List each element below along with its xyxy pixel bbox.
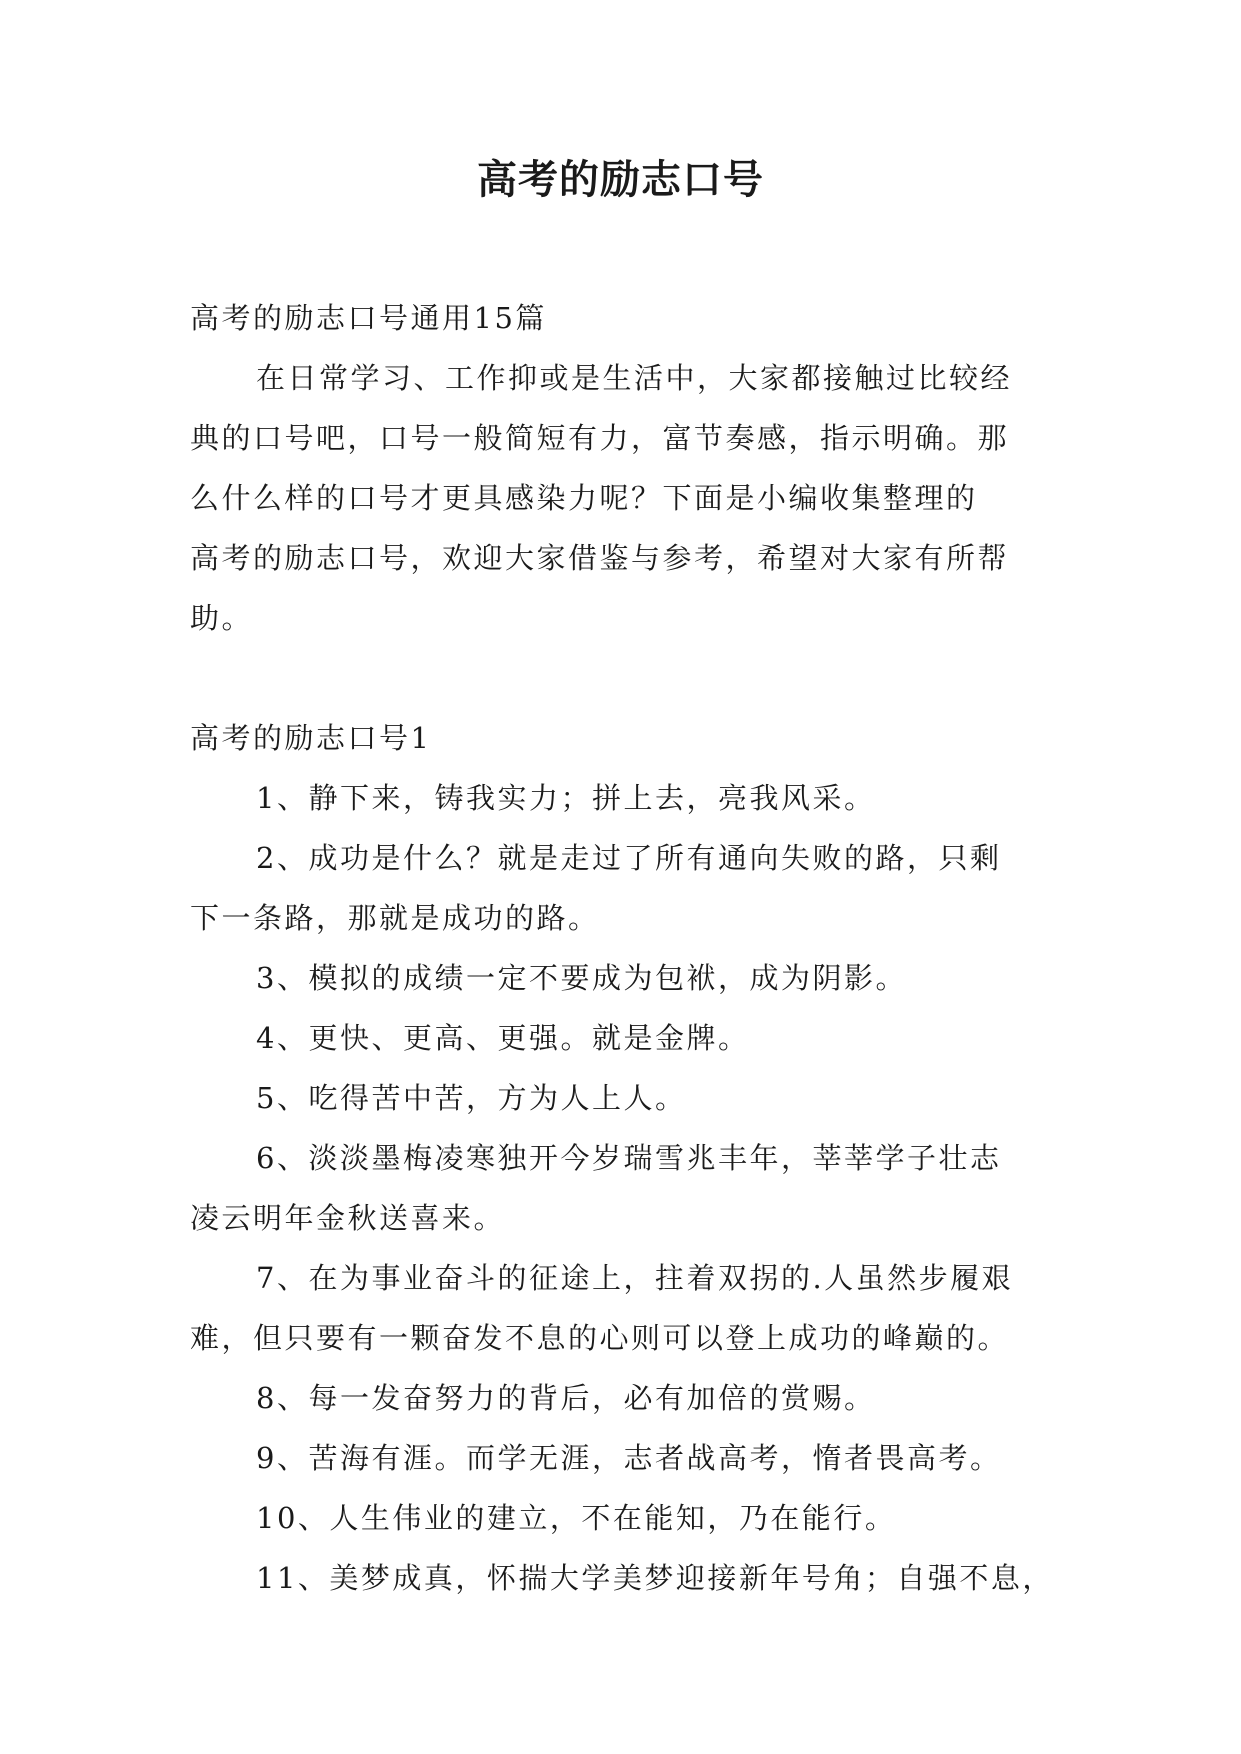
slogan-line: 4、更快、更高、更强。就是金牌。 [256, 1021, 750, 1055]
slogan-item [190, 1068, 1055, 1128]
document-subtitle: 高考的励志口号通用15篇 [190, 301, 547, 335]
slogan-item [190, 1128, 1055, 1248]
slogan-item [190, 1368, 1055, 1428]
slogan-line: 凌云明年金秋送喜来。 [190, 1201, 506, 1235]
slogan-line: 10、人生伟业的建立，不在能知，乃在能行。 [256, 1501, 897, 1535]
intro-line: 高考的励志口号，欢迎大家借鉴与参考，希望对大家有所帮 [190, 541, 1010, 575]
slogan-line: 6、淡淡墨梅凌寒独开今岁瑞雪兆丰年，莘莘学子壮志 [256, 1141, 1002, 1175]
slogan-line: 11、美梦成真，怀揣大学美梦迎接新年号角；自强不息， [256, 1561, 1054, 1595]
section-heading: 高考的励志口号1 [190, 721, 432, 755]
document-body [190, 288, 1055, 1608]
slogan-item [190, 1548, 1055, 1608]
slogan-line: 1、静下来，铸我实力；拼上去，亮我风采。 [256, 781, 876, 815]
intro-paragraph [190, 348, 1055, 648]
slogan-line: 8、每一发奋努力的背后，必有加倍的赏赐。 [256, 1381, 876, 1415]
slogan-line: 5、吃得苦中苦，方为人上人。 [256, 1081, 687, 1115]
slogan-item [190, 948, 1055, 1008]
slogan-line: 7、在为事业奋斗的征途上，拄着双拐的.人虽然步履艰 [256, 1261, 1014, 1295]
intro-line: 助。 [190, 601, 254, 635]
slogan-list [190, 768, 1055, 1608]
intro-line: 在日常学习、工作抑或是生活中，大家都接触过比较经 [256, 361, 1013, 395]
slogan-item [190, 1248, 1055, 1368]
slogan-line: 9、苦海有涯。而学无涯，志者战高考，惰者畏高考。 [256, 1441, 1002, 1475]
slogan-item [190, 768, 1055, 828]
slogan-item [190, 828, 1055, 948]
intro-line: 典的口号吧，口号一般简短有力，富节奏感，指示明确。那 [190, 421, 1010, 455]
slogan-line: 2、成功是什么？就是走过了所有通向失败的路，只剩 [256, 841, 1002, 875]
slogan-item [190, 1428, 1055, 1488]
slogan-item [190, 1008, 1055, 1068]
slogan-line: 下一条路，那就是成功的路。 [190, 901, 600, 935]
intro-line: 么什么样的口号才更具感染力呢？下面是小编收集整理的 [190, 481, 978, 515]
document-title: 高考的励志口号 [477, 157, 764, 203]
slogan-item [190, 1488, 1055, 1548]
slogan-line: 难，但只要有一颗奋发不息的心则可以登上成功的峰巅的。 [190, 1321, 1010, 1355]
slogan-line: 3、模拟的成绩一定不要成为包袱，成为阴影。 [256, 961, 907, 995]
paragraph-spacer [190, 648, 1055, 708]
